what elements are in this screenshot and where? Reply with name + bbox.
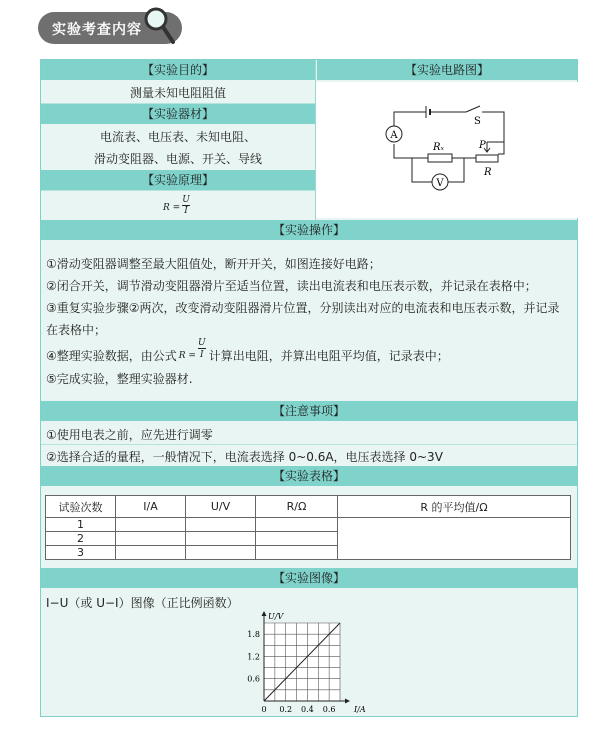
operation-step-2: ②闭合开关，调节滑动变阻器滑片至适当位置，读出电流表和电压表示数，并记录在表格中；	[46, 279, 537, 293]
table-col-count: 试验次数	[46, 496, 116, 518]
chart-x-tick-label: 0	[261, 705, 267, 714]
table-col-current: I/A	[116, 496, 186, 518]
operation-step-5: ⑤完成实验，整理实验器材.	[46, 372, 193, 386]
svg-text:Rₓ: Rₓ	[433, 142, 445, 153]
equipment-line-1: 电流表、电压表、未知电阻、	[99, 130, 256, 144]
chart-x-tick-label: 0.2	[279, 705, 293, 714]
svg-text:R: R	[484, 167, 492, 178]
svg-text:S: S	[474, 116, 481, 127]
svg-text:A: A	[390, 130, 398, 141]
operation-step-1: ①滑动变阻器调整至最大阻值处，断开开关，如图连接好电路；	[46, 257, 381, 271]
circuit-svg	[316, 82, 578, 218]
chart-x-arrow	[345, 699, 350, 704]
chart-x-tick-label: 0.4	[301, 705, 314, 714]
record-table	[45, 495, 571, 560]
chart-x-tick-label: 0.6	[322, 705, 336, 714]
magnifier-icon	[142, 6, 176, 46]
equipment-header: 【实验器材】	[41, 104, 315, 124]
chart-y-tick-label: 0.6	[247, 674, 260, 684]
svg-text:V: V	[436, 178, 444, 189]
chart-y-tick-label: 1.2	[247, 652, 260, 662]
operation-formula: R = U I	[178, 338, 206, 361]
chart-y-arrow	[262, 611, 267, 616]
svg-text:P: P	[479, 140, 486, 151]
table-row-index: 1	[46, 518, 116, 532]
note-2: ②选择合适的量程，一般情况下，电流表选择 0~0.6A，电压表选择 0~3V	[46, 450, 443, 464]
chart-y-tick-label: 1.8	[247, 630, 260, 640]
ui-chart	[236, 605, 366, 717]
principle-header: 【实验原理】	[41, 170, 315, 190]
table-row-index: 3	[46, 546, 116, 560]
operation-header: 【实验操作】	[41, 220, 577, 240]
chart-x-label: I/A	[354, 705, 366, 714]
table-col-resistance: R/Ω	[256, 496, 338, 518]
table-average-cell	[338, 518, 571, 560]
table-header: 【实验表格】	[41, 466, 577, 486]
purpose-header: 【实验目的】	[41, 60, 315, 80]
table-col-voltage: U/V	[186, 496, 256, 518]
chart-y-label: U/V	[268, 612, 284, 621]
purpose-text: 测量未知电阻阻值	[129, 86, 226, 100]
equipment-line-2: 滑动变阻器、电源、开关、导线	[93, 152, 262, 166]
table-row-index: 2	[46, 532, 116, 546]
section-title: 实验考查内容	[52, 22, 142, 38]
operation-step-4: ④整理实验数据，由公式 R = U I 计算出电阻，并算出电阻平均值，记录表中；	[46, 338, 449, 363]
circuit-diagram	[316, 82, 578, 218]
notes-header: 【注意事项】	[41, 401, 577, 421]
graph-header: 【实验图像】	[41, 568, 577, 588]
table-col-average: R 的平均值/Ω	[338, 496, 571, 518]
section-title-tab	[38, 12, 182, 44]
operation-step-3a: ③重复实验步骤②两次，改变滑动变阻器滑片位置，分别读出对应的电流表和电压表示数，并记录	[46, 301, 560, 315]
circuit-header: 【实验电路图】	[317, 60, 577, 80]
graph-caption: I−U（或 U−I）图像（正比例函数）	[46, 596, 239, 610]
note-1: ①使用电表之前，应先进行调零	[46, 428, 213, 442]
operation-step-3b: 在表格中；	[46, 323, 107, 337]
